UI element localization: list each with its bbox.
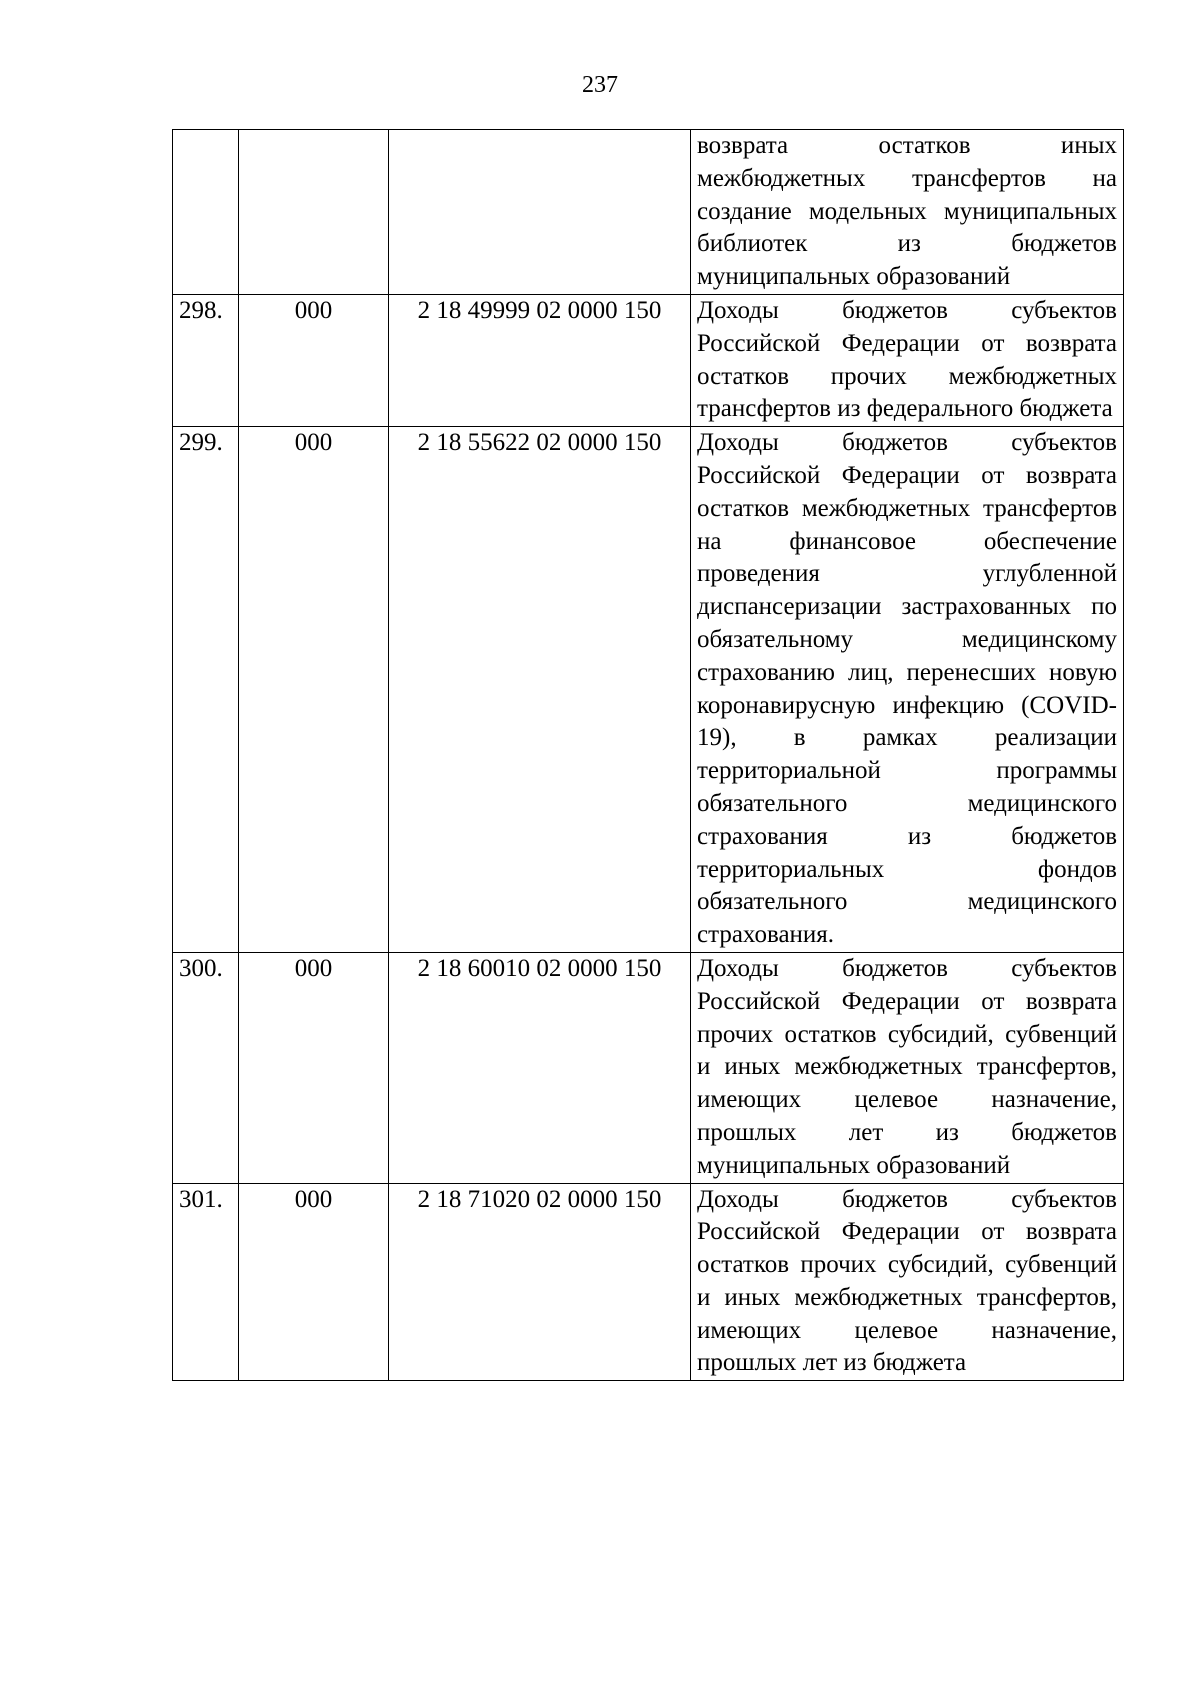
admin-code: 000 <box>239 427 389 953</box>
row-number: 300. <box>173 952 239 1183</box>
income-description: Доходы бюджетов субъектов Российской Федерации от возврата прочих остатков субсидий, субвенций и иных межбюджетных трансфертов, имеющих целевое назначение, прошлых лет из бюджетов муниципальных образований <box>691 952 1124 1183</box>
page-number: 237 <box>582 72 618 98</box>
admin-code <box>239 130 389 295</box>
income-description: Доходы бюджетов субъектов Российской Федерации от возврата остатков прочих межбюджетных трансфертов из федерального бюджета <box>691 294 1124 426</box>
income-description: возврата остатков иных межбюджетных трансфертов на создание модельных муниципальных библиотек из бюджетов муниципальных образований <box>691 130 1124 295</box>
admin-code: 000 <box>239 294 389 426</box>
table-row <box>173 1183 1124 1381</box>
budget-classification-code: 2 18 60010 02 0000 150 <box>389 952 691 1183</box>
budget-classification-code: 2 18 71020 02 0000 150 <box>389 1183 691 1381</box>
table-row <box>173 294 1124 426</box>
income-description: Доходы бюджетов субъектов Российской Федерации от возврата остатков межбюджетных трансфертов на финансовое обеспечение проведения углубленной диспансеризации застрахованных по обязательному медицинскому страхованию лиц, перенесших новую коронавирусную инфекцию (COVID-19), в рамках реализации территориальной программы обязательного медицинского страхования из бюджетов территориальных фондов обязательного медицинского страхования. <box>691 427 1124 953</box>
table-row <box>173 427 1124 953</box>
budget-classification-code: 2 18 55622 02 0000 150 <box>389 427 691 953</box>
admin-code: 000 <box>239 952 389 1183</box>
table-row <box>173 952 1124 1183</box>
row-number: 299. <box>173 427 239 953</box>
budget-codes-table <box>172 129 1124 1381</box>
income-description: Доходы бюджетов субъектов Российской Федерации от возврата остатков прочих субсидий, субвенций и иных межбюджетных трансфертов, имеющих целевое назначение, прошлых лет из бюджета <box>691 1183 1124 1381</box>
row-number <box>173 130 239 295</box>
table-row <box>173 130 1124 295</box>
admin-code: 000 <box>239 1183 389 1381</box>
budget-classification-code <box>389 130 691 295</box>
budget-classification-code: 2 18 49999 02 0000 150 <box>389 294 691 426</box>
row-number: 298. <box>173 294 239 426</box>
row-number: 301. <box>173 1183 239 1381</box>
